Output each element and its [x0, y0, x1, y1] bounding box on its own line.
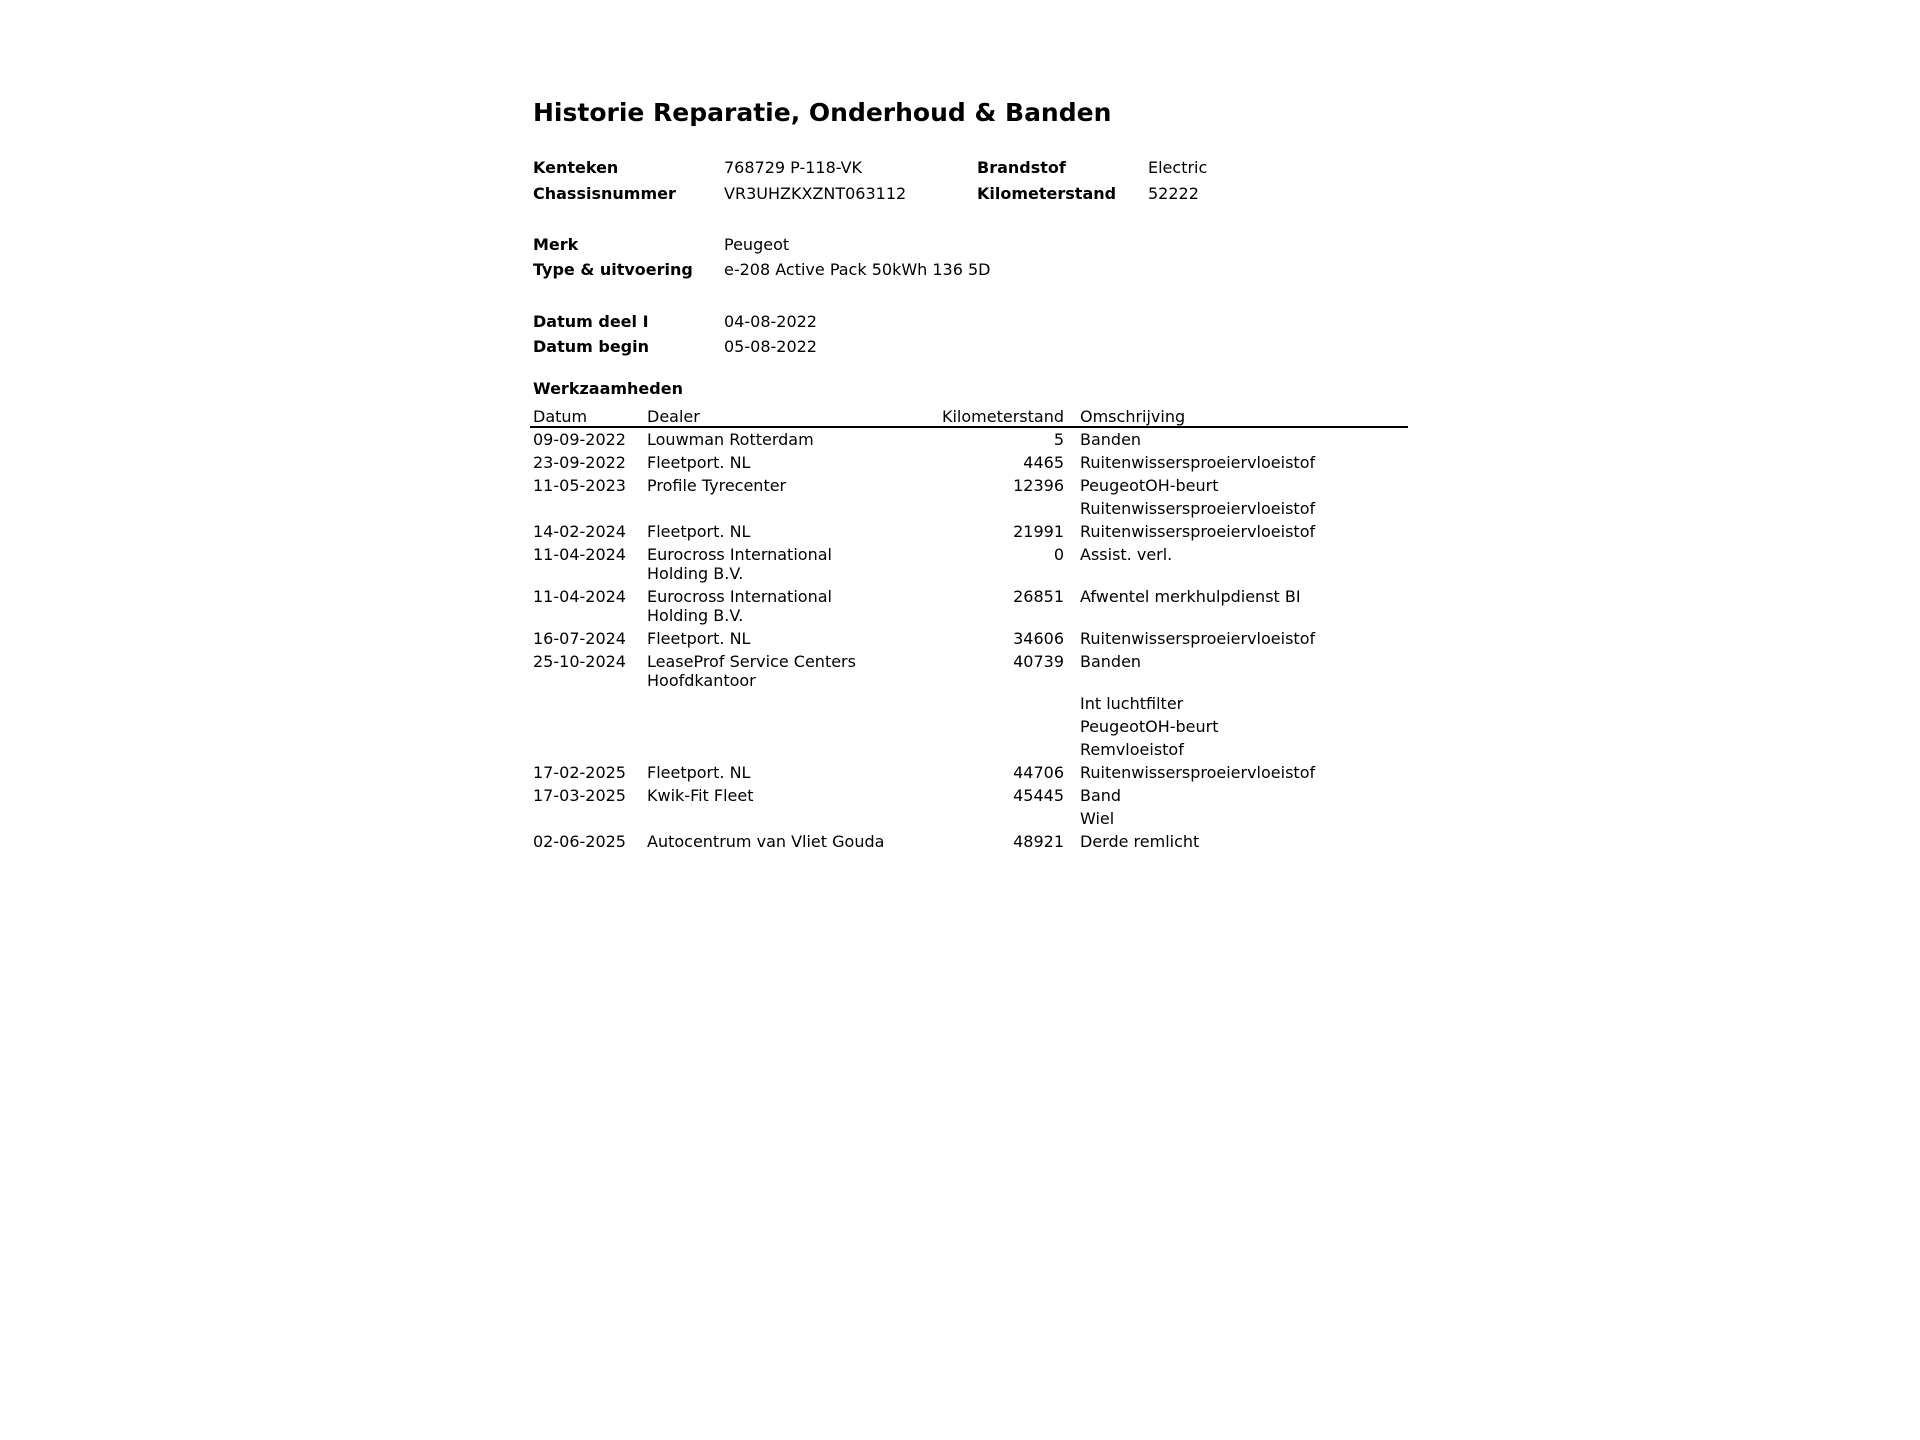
kilometerstand-label: Kilometerstand	[977, 183, 1117, 203]
cell-datum: 11-05-2023	[533, 475, 626, 495]
cell-datum: 11-04-2024	[533, 586, 626, 606]
cell-datum: 17-02-2025	[533, 762, 626, 782]
cell-datum: 11-04-2024	[533, 544, 626, 564]
kenteken-value: 768729 P-118-VK	[724, 158, 863, 177]
cell-omschrijving: Remvloeistof	[1080, 739, 1184, 759]
cell-kilometerstand	[890, 692, 1067, 715]
header-dealer: Dealer	[644, 401, 890, 427]
vehicle-info	[533, 155, 1411, 360]
werkzaamheden-title: Werkzaamheden	[533, 378, 683, 398]
cell-dealer: Autocentrum van Vliet Gouda	[647, 831, 885, 851]
cell-dealer: Fleetport. NL	[647, 452, 751, 472]
cell-datum: 25-10-2024	[533, 651, 626, 671]
cell-omschrijving: Afwentel merkhulpdienst BI	[1080, 586, 1301, 606]
merk-label: Merk	[533, 234, 579, 254]
cell-datum: 17-03-2025	[533, 785, 626, 805]
table-row	[530, 807, 1408, 830]
cell-omschrijving: Banden	[1080, 651, 1142, 671]
cell-kilometerstand: 21991	[1013, 521, 1064, 541]
table-row	[530, 650, 1408, 692]
table-row	[530, 761, 1408, 784]
datum-deel-value: 04-08-2022	[724, 311, 817, 331]
cell-kilometerstand	[890, 715, 1067, 738]
cell-omschrijving: Band	[1080, 785, 1122, 805]
table-row	[530, 784, 1408, 807]
cell-kilometerstand: 5	[1053, 429, 1064, 449]
cell-dealer	[644, 497, 890, 520]
header-omschrijving: Omschrijving	[1067, 401, 1408, 427]
cell-omschrijving: Derde remlicht	[1080, 831, 1200, 851]
page-title: Historie Reparatie, Onderhoud & Banden	[533, 98, 1112, 127]
cell-omschrijving: Assist. verl.	[1080, 544, 1173, 564]
type-label: Type & uitvoering	[533, 260, 693, 280]
cell-omschrijving: Int luchtfilter	[1080, 693, 1184, 713]
table-row	[530, 830, 1408, 853]
cell-datum: 02-06-2025	[533, 831, 626, 851]
header-kilometerstand: Kilometerstand	[890, 401, 1067, 427]
header-datum: Datum	[530, 401, 644, 427]
cell-kilometerstand: 34606	[1013, 628, 1064, 648]
cell-datum	[530, 692, 644, 715]
info-row-datum-deel	[533, 309, 1411, 335]
cell-dealer: LeaseProf Service Centers Hoofdkantoor	[647, 651, 856, 690]
cell-kilometerstand: 48921	[1013, 831, 1064, 851]
cell-kilometerstand: 12396	[1013, 475, 1064, 495]
cell-omschrijving: Wiel	[1080, 808, 1115, 828]
info-row-chassis	[533, 181, 1411, 207]
cell-omschrijving: PeugeotOH-beurt	[1080, 716, 1219, 736]
info-row-datum-begin	[533, 334, 1411, 360]
cell-kilometerstand: 44706	[1013, 762, 1064, 782]
cell-datum: 16-07-2024	[533, 628, 626, 648]
cell-datum: 09-09-2022	[533, 429, 626, 449]
brandstof-value: Electric	[1148, 158, 1208, 177]
kilometerstand-value: 52222	[1148, 183, 1199, 203]
cell-datum	[530, 497, 644, 520]
cell-dealer: Fleetport. NL	[647, 521, 751, 541]
document-page	[533, 96, 1411, 853]
spacer	[533, 283, 1411, 309]
table-header-row	[530, 401, 1408, 427]
cell-omschrijving: Ruitenwissersproeiervloeistof	[1080, 452, 1316, 472]
table-row	[530, 627, 1408, 650]
cell-dealer: Eurocross International Holding B.V.	[647, 544, 832, 583]
info-row-merk	[533, 232, 1411, 258]
cell-omschrijving: PeugeotOH-beurt	[1080, 475, 1219, 495]
cell-omschrijving: Ruitenwissersproeiervloeistof	[1080, 762, 1316, 782]
cell-kilometerstand: 0	[1053, 544, 1064, 564]
cell-dealer: Louwman Rotterdam	[647, 429, 814, 449]
cell-kilometerstand: 4465	[1023, 452, 1064, 472]
table-row	[530, 497, 1408, 520]
cell-omschrijving: Banden	[1080, 429, 1142, 449]
cell-dealer: Fleetport. NL	[647, 628, 751, 648]
table-body	[530, 427, 1408, 853]
werkzaamheden-table	[530, 401, 1408, 853]
info-row-kenteken	[533, 155, 1411, 181]
cell-kilometerstand: 40739	[1013, 651, 1064, 671]
cell-omschrijving: Ruitenwissersproeiervloeistof	[1080, 521, 1316, 541]
kenteken-label: Kenteken	[533, 158, 619, 177]
table-row	[530, 520, 1408, 543]
table-row	[530, 738, 1408, 761]
table-row	[530, 543, 1408, 585]
cell-omschrijving: Ruitenwissersproeiervloeistof	[1080, 628, 1316, 648]
table-row	[530, 715, 1408, 738]
table-row	[530, 451, 1408, 474]
cell-dealer: Fleetport. NL	[647, 762, 751, 782]
datum-deel-label: Datum deel I	[533, 311, 649, 331]
cell-omschrijving: Ruitenwissersproeiervloeistof	[1080, 498, 1316, 518]
cell-dealer	[644, 738, 890, 761]
table-row	[530, 427, 1408, 451]
cell-kilometerstand	[890, 807, 1067, 830]
cell-datum: 23-09-2022	[533, 452, 626, 472]
cell-datum	[530, 738, 644, 761]
table-row	[530, 585, 1408, 627]
cell-kilometerstand	[890, 497, 1067, 520]
brandstof-label: Brandstof	[977, 158, 1066, 177]
cell-kilometerstand: 45445	[1013, 785, 1064, 805]
datum-begin-value: 05-08-2022	[724, 337, 817, 357]
cell-datum	[530, 807, 644, 830]
table-row	[530, 692, 1408, 715]
cell-dealer: Eurocross International Holding B.V.	[647, 586, 832, 625]
chassis-label: Chassisnummer	[533, 183, 676, 203]
cell-dealer	[644, 807, 890, 830]
cell-dealer: Profile Tyrecenter	[647, 475, 787, 495]
cell-kilometerstand	[890, 738, 1067, 761]
datum-begin-label: Datum begin	[533, 337, 649, 357]
merk-value: Peugeot	[724, 234, 790, 254]
cell-datum	[530, 715, 644, 738]
cell-dealer: Kwik-Fit Fleet	[647, 785, 754, 805]
cell-kilometerstand: 26851	[1013, 586, 1064, 606]
cell-dealer	[644, 715, 890, 738]
type-value: e-208 Active Pack 50kWh 136 5D	[724, 260, 991, 280]
table-row	[530, 474, 1408, 497]
spacer	[533, 206, 1411, 232]
cell-dealer	[644, 692, 890, 715]
cell-datum: 14-02-2024	[533, 521, 626, 541]
info-row-type	[533, 257, 1411, 283]
chassis-value: VR3UHZKXZNT063112	[724, 183, 907, 203]
